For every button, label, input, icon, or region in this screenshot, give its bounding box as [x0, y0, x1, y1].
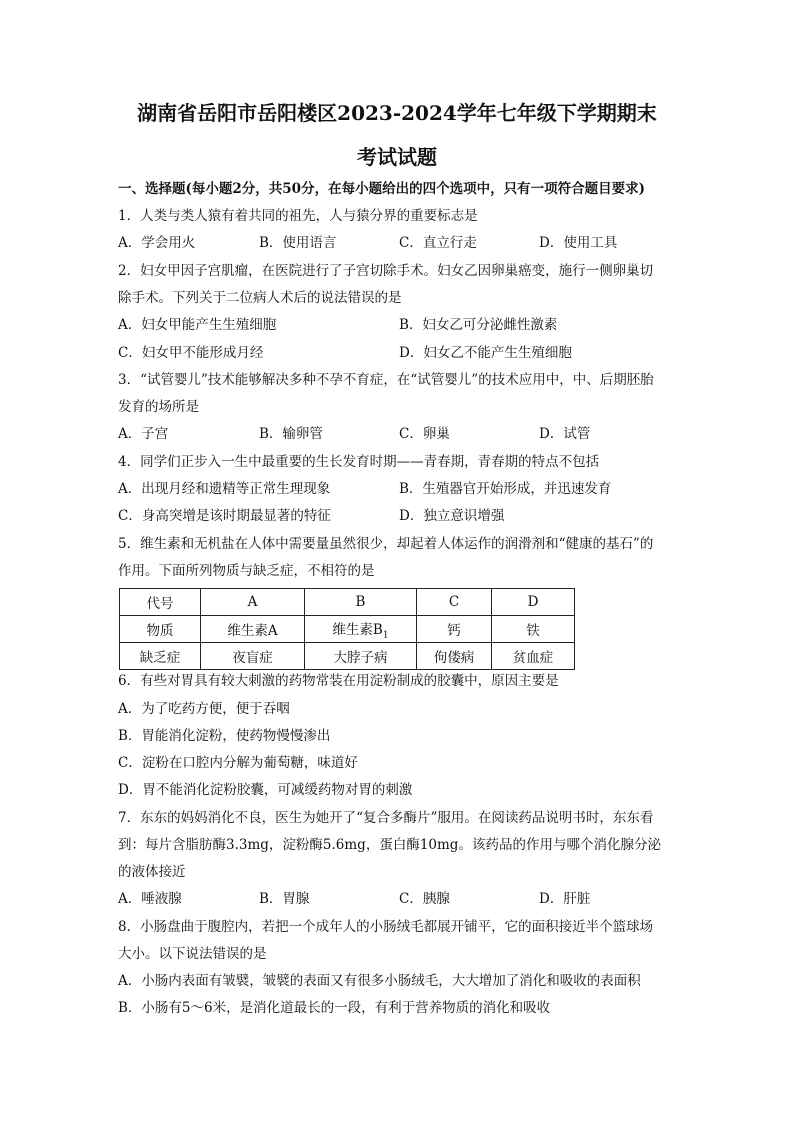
q2-option-a: A．妇女甲能产生生殖细胞 — [118, 317, 277, 333]
table-row — [120, 643, 575, 670]
q8-stem-line2: 大小。以下说法错误的是 — [118, 946, 267, 962]
q2-option-d: D．妇女乙不能产生生殖细胞 — [399, 345, 572, 361]
q6-stem: 6．有些对胃具有较大刺激的药物常装在用淀粉制成的胶囊中，原因主要是 — [118, 673, 559, 689]
table-cell: 代号 — [120, 589, 201, 616]
q2-stem-line1: 2．妇女甲因子宫肌瘤，在医院进行了子宫切除手术。妇女乙因卵巢癌变，施行一侧卵巢切 — [118, 263, 654, 279]
q2-option-c: C．妇女甲不能形成月经 — [118, 345, 264, 361]
q3-stem-line1: 3．“试管婴儿”技术能够解决多种不孕不育症，在“试管婴儿”的技术应用中，中、后期胚胎 — [118, 372, 654, 388]
q8-option-b: B．小肠有5～6米，是消化道最长的一段，有利于营养物质的消化和吸收 — [118, 1000, 551, 1016]
q7-option-a: A．唾液腺 — [118, 891, 182, 907]
vitamin-b-subscript: 1 — [382, 630, 389, 641]
q1-option-b: B．使用语言 — [259, 235, 337, 251]
q5-stem-line1: 5．维生素和无机盐在人体中需要量虽然很少，却起着人体运作的润滑剂和“健康的基石”的 — [118, 536, 654, 552]
q2-option-b: B．妇女乙可分泌雌性激素 — [399, 317, 558, 333]
table-cell: 贫血症 — [492, 643, 575, 670]
q4-option-a: A．出现月经和遗精等正常生理现象 — [118, 481, 331, 497]
vitamin-b-label: 维生素B — [332, 621, 383, 638]
q7-option-b: B．胃腺 — [259, 891, 310, 907]
table-cell — [305, 616, 417, 643]
q1-option-c: C．直立行走 — [399, 235, 477, 251]
q4-option-c: C．身高突增是该时期最显著的特征 — [118, 508, 331, 524]
table-cell: 大脖子病 — [305, 643, 417, 670]
q5-stem-line2: 作用。下面所列物质与缺乏症，不相符的是 — [118, 563, 375, 579]
q7-stem-line1: 7．东东的妈妈消化不良，医生为她开了“复合多酶片”服用。在阅读药品说明书时，东东看 — [118, 810, 654, 826]
table-cell: 夜盲症 — [201, 643, 305, 670]
table-row — [120, 589, 575, 616]
q1-option-a: A．学会用火 — [118, 235, 196, 251]
q2-stem-line2: 除手术。下列关于二位病人术后的说法错误的是 — [118, 290, 402, 306]
table-cell: B — [305, 589, 417, 616]
table-cell: A — [201, 589, 305, 616]
q7-stem-line3: 的液体接近 — [118, 864, 186, 880]
q3-option-a: A．子宫 — [118, 426, 169, 442]
table-cell: 维生素A — [201, 616, 305, 643]
exam-title-line1: 湖南省岳阳市岳阳楼区2023-2024学年七年级下学期期末 — [137, 101, 657, 125]
table-cell: 钙 — [417, 616, 492, 643]
q7-option-d: D．肝脏 — [539, 891, 591, 907]
q1-option-d: D．使用工具 — [539, 235, 618, 251]
q8-option-a: A．小肠内表面有皱襞，皱襞的表面又有很多小肠绒毛，大大增加了消化和吸收的表面积 — [118, 973, 641, 989]
table-cell: 佝偻病 — [417, 643, 492, 670]
q8-stem-line1: 8．小肠盘曲于腹腔内，若把一个成年人的小肠绒毛都展开铺平，它的面积接近半个篮球场 — [118, 919, 654, 935]
q4-option-b: B．生殖器官开始形成，并迅速发育 — [399, 481, 612, 497]
q3-option-d: D．试管 — [539, 426, 591, 442]
q3-option-b: B．输卵管 — [259, 426, 323, 442]
table-cell: C — [417, 589, 492, 616]
q6-option-b: B．胃能消化淀粉，使药物慢慢渗出 — [118, 728, 331, 744]
q7-option-c: C．胰腺 — [399, 891, 450, 907]
table-cell: 铁 — [492, 616, 575, 643]
q4-stem: 4．同学们正步入一生中最重要的生长发育时期——青春期，青春期的特点不包括 — [118, 454, 600, 470]
table-cell: 物质 — [120, 616, 201, 643]
q6-option-d: D．胃不能消化淀粉胶囊，可减缓药物对胃的刺激 — [118, 782, 413, 798]
q7-stem-line2: 到：每片含脂肪酶3.3mg，淀粉酶5.6mg，蛋白酶10mg。该药品的作用与哪个消化腺分泌 — [118, 837, 661, 853]
table-cell: 缺乏症 — [120, 643, 201, 670]
q4-option-d: D．独立意识增强 — [399, 508, 505, 524]
vitamin-table — [119, 588, 575, 670]
table-cell: D — [492, 589, 575, 616]
section-heading: 一、选择题(每小题2分，共50分，在每小题给出的四个选项中，只有一项符合题目要求) — [118, 181, 645, 197]
table-row — [120, 616, 575, 643]
q6-option-a: A．为了吃药方便，便于吞咽 — [118, 701, 290, 717]
exam-title-line2: 考试试题 — [357, 145, 437, 169]
q1-stem: 1．人类与类人猿有着共同的祖先，人与猿分界的重要标志是 — [118, 208, 478, 224]
q6-option-c: C．淀粉在口腔内分解为葡萄糖，味道好 — [118, 755, 358, 771]
q3-stem-line2: 发育的场所是 — [118, 399, 199, 415]
q3-option-c: C．卵巢 — [399, 426, 450, 442]
